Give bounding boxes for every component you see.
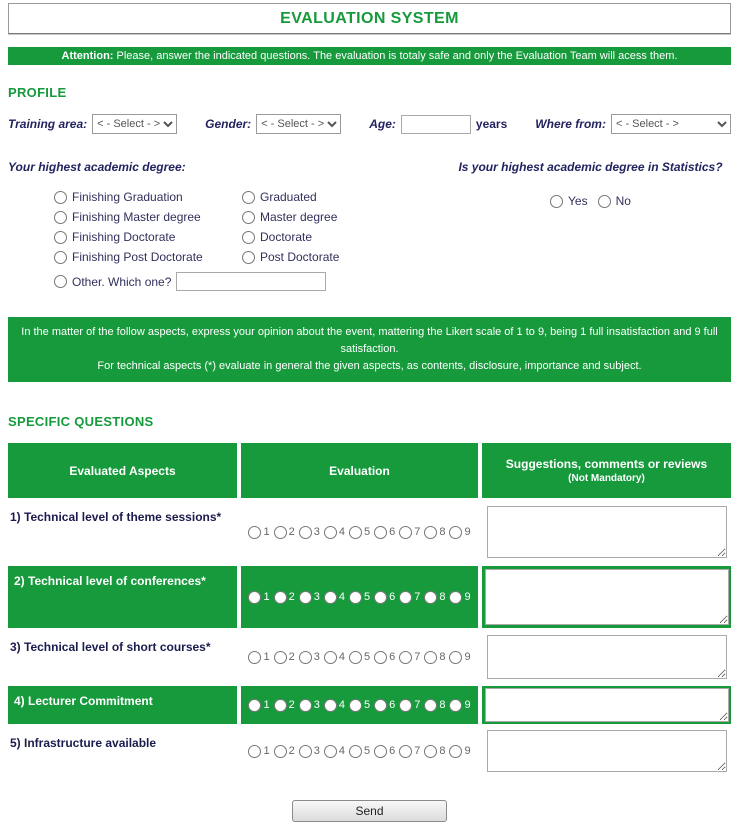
send-row [8, 800, 731, 822]
likert-number: 4 [338, 745, 345, 758]
likert-number: 8 [439, 526, 446, 539]
likert-radio-6[interactable] [374, 526, 387, 539]
gender-select[interactable] [256, 114, 341, 134]
likert-radio-7[interactable] [399, 651, 412, 664]
likert-option-6 [374, 699, 395, 712]
likert-radio-5[interactable] [349, 699, 362, 712]
likert-number: 7 [414, 591, 421, 604]
likert-radio-4[interactable] [324, 745, 337, 758]
likert-number: 8 [439, 651, 446, 664]
header-label: Evaluated Aspects [69, 463, 176, 478]
likert-radio-7[interactable] [399, 745, 412, 758]
likert-option-8 [424, 745, 445, 758]
question-label: 3) Technical level of short courses* [10, 640, 211, 655]
likert-option-1 [248, 591, 269, 604]
likert-radio-3[interactable] [299, 651, 312, 664]
likert-number: 7 [414, 526, 421, 539]
likert-number: 5 [363, 591, 371, 604]
degree-option-other [54, 272, 450, 291]
degree-other-radio[interactable] [54, 275, 67, 288]
likert-radio-1[interactable] [248, 591, 261, 604]
likert-number: 4 [338, 699, 345, 712]
degree-option-doctorate[interactable] [242, 230, 430, 244]
likert-radio-6[interactable] [374, 699, 387, 712]
likert-option-5 [349, 591, 370, 604]
question-1-label-cell [8, 502, 237, 562]
likert-radio-1[interactable] [248, 526, 261, 539]
statistics-question-block [450, 160, 731, 291]
likert-option-4 [324, 745, 345, 758]
likert-number: 6 [389, 745, 396, 758]
likert-option-3 [299, 651, 320, 664]
likert-option-6 [374, 651, 395, 664]
likert-number: 9 [464, 591, 471, 604]
likert-number: 2 [288, 591, 295, 604]
header-evaluation [241, 443, 478, 498]
yes-label: Yes [568, 194, 588, 208]
statistics-yes-radio[interactable] [550, 195, 563, 208]
where-from-label: Where from: [535, 117, 606, 131]
instructions-line1: In the matter of the follow aspects, express your opinion about the event, mattering the Likert scale of 1 to 9, being 1 full insatisfaction and 9 full satisfaction. [21, 326, 718, 356]
likert-option-2 [274, 745, 295, 758]
question-5-comment-cell [482, 728, 731, 774]
likert-number: 1 [263, 526, 270, 539]
degree-radio[interactable] [242, 251, 255, 264]
likert-option-3 [299, 745, 320, 758]
degree-option-graduated[interactable] [242, 190, 430, 204]
likert-radio-6[interactable] [374, 591, 387, 604]
degree-radio[interactable] [242, 211, 255, 224]
likert-number: 3 [313, 699, 320, 712]
likert-radio-7[interactable] [399, 591, 412, 604]
question-5-likert-scale [241, 728, 478, 774]
likert-option-1 [248, 651, 269, 664]
likert-number: 7 [414, 699, 421, 712]
question-2-comment-textarea[interactable] [485, 569, 729, 625]
degree-option-finishing-graduation[interactable] [54, 190, 242, 204]
likert-option-5 [349, 526, 370, 539]
question-3-label-cell [8, 632, 237, 682]
likert-number: 2 [288, 745, 295, 758]
likert-number: 8 [439, 699, 446, 712]
likert-option-2 [274, 526, 295, 539]
likert-radio-4[interactable] [324, 699, 337, 712]
likert-radio-3[interactable] [299, 526, 312, 539]
degree-question-label: Your highest academic degree: [8, 160, 186, 174]
likert-radio-2[interactable] [274, 699, 287, 712]
training-area-field [8, 114, 177, 134]
degree-radio[interactable] [54, 231, 67, 244]
likert-instructions-banner [8, 317, 731, 382]
likert-radio-3[interactable] [299, 745, 312, 758]
gender-label: Gender: [205, 117, 252, 131]
likert-number: 9 [464, 526, 471, 539]
likert-radio-6[interactable] [374, 745, 387, 758]
likert-radio-2[interactable] [274, 745, 287, 758]
statistics-yes-option[interactable] [550, 194, 588, 208]
likert-radio-9[interactable] [449, 526, 462, 539]
question-5-label-cell [8, 728, 237, 774]
question-4-likert-scale [241, 686, 478, 724]
question-5-comment-textarea[interactable] [487, 730, 727, 772]
likert-option-5 [349, 651, 370, 664]
likert-radio-1[interactable] [248, 651, 261, 664]
degree-option-label: Finishing Post Doctorate [72, 250, 203, 264]
header-suggestions [482, 443, 731, 498]
likert-option-7 [399, 651, 420, 664]
likert-radio-8[interactable] [424, 699, 437, 712]
degree-radio[interactable] [242, 191, 255, 204]
training-area-select[interactable] [92, 114, 177, 134]
degree-option-master[interactable] [242, 210, 430, 224]
questions-table [8, 443, 731, 774]
likert-number: 2 [288, 699, 295, 712]
likert-radio-6[interactable] [374, 651, 387, 664]
likert-number: 1 [263, 699, 270, 712]
likert-option-1 [248, 699, 269, 712]
likert-option-8 [424, 591, 445, 604]
question-2-likert-scale [241, 566, 478, 628]
likert-option-2 [274, 651, 295, 664]
question-1-comment-cell [482, 502, 731, 562]
profile-fields-row [8, 114, 731, 134]
header-evaluated-aspects [8, 443, 237, 498]
likert-radio-8[interactable] [424, 591, 437, 604]
likert-number: 8 [439, 591, 446, 604]
likert-radio-1[interactable] [248, 745, 261, 758]
title-box [8, 3, 731, 34]
age-unit-label: years [475, 117, 508, 131]
likert-number: 9 [464, 745, 471, 758]
likert-number: 1 [263, 745, 270, 758]
page-title: EVALUATION SYSTEM [280, 9, 459, 27]
likert-number: 5 [363, 651, 371, 664]
likert-number: 9 [464, 651, 471, 664]
likert-radio-7[interactable] [399, 526, 412, 539]
question-4-label-cell [8, 686, 237, 724]
likert-radio-4[interactable] [324, 526, 337, 539]
gender-field [205, 114, 341, 134]
send-button[interactable]: Send [292, 800, 447, 822]
statistics-yes-no [450, 194, 731, 208]
likert-option-7 [399, 526, 420, 539]
likert-number: 4 [338, 591, 345, 604]
degree-option-finishing-post-doctorate[interactable] [54, 250, 242, 264]
likert-option-4 [324, 651, 345, 664]
age-label: Age: [369, 117, 396, 131]
likert-option-2 [274, 699, 295, 712]
question-2-comment-cell [482, 566, 731, 628]
degree-option-label: Master degree [260, 210, 338, 224]
likert-option-9 [449, 745, 470, 758]
question-1-likert-scale [241, 502, 478, 562]
degree-other-label: Other. Which one? [72, 274, 172, 289]
statistics-question-label: Is your highest academic degree in Statistics? [458, 160, 723, 174]
likert-number: 9 [464, 699, 471, 712]
likert-option-9 [449, 651, 470, 664]
degree-radio[interactable] [54, 211, 67, 224]
likert-radio-3[interactable] [299, 591, 312, 604]
likert-option-4 [324, 699, 345, 712]
degree-option-label: Doctorate [260, 230, 313, 244]
question-label: 2) Technical level of conferences* [14, 574, 206, 589]
header-label: Evaluation [329, 463, 390, 478]
degree-option-post-doctorate[interactable] [242, 250, 430, 264]
likert-number: 6 [389, 526, 396, 539]
likert-option-4 [324, 526, 345, 539]
question-label: 1) Technical level of theme sessions* [10, 510, 222, 525]
likert-option-7 [399, 591, 420, 604]
likert-number: 6 [389, 591, 396, 604]
likert-option-8 [424, 699, 445, 712]
likert-radio-9[interactable] [449, 745, 462, 758]
statistics-no-option[interactable] [598, 194, 631, 208]
age-field [369, 115, 507, 134]
question-3-comment-cell [482, 632, 731, 682]
question-3-comment-textarea[interactable] [487, 635, 727, 679]
likert-radio-5[interactable] [349, 591, 362, 604]
likert-option-2 [274, 591, 295, 604]
likert-radio-8[interactable] [424, 745, 437, 758]
likert-number: 7 [414, 651, 421, 664]
instructions-line2: For technical aspects (*) evaluate in general the given aspects, as contents, disclosure, importance and subject. [97, 360, 642, 373]
statistics-no-radio[interactable] [598, 195, 611, 208]
degree-radio[interactable] [242, 231, 255, 244]
specific-questions-heading: SPECIFIC QUESTIONS [8, 414, 154, 430]
likert-option-1 [248, 745, 269, 758]
likert-radio-2[interactable] [274, 526, 287, 539]
where-from-select[interactable] [611, 114, 731, 134]
likert-number: 3 [313, 745, 320, 758]
likert-number: 6 [389, 651, 396, 664]
likert-number: 3 [313, 591, 320, 604]
likert-option-1 [248, 526, 269, 539]
likert-number: 8 [439, 745, 446, 758]
likert-number: 1 [263, 651, 270, 664]
attention-text: Please, answer the indicated questions. The evaluation is totaly safe and only the Evaluation Team will acess them. [113, 50, 678, 62]
degree-option-label: Finishing Doctorate [72, 230, 176, 244]
likert-option-9 [449, 526, 470, 539]
likert-radio-9[interactable] [449, 591, 462, 604]
likert-radio-8[interactable] [424, 651, 437, 664]
question-label: 4) Lecturer Commitment [14, 694, 153, 709]
degree-other-input[interactable] [176, 272, 326, 291]
likert-option-9 [449, 591, 470, 604]
degree-radio[interactable] [54, 191, 67, 204]
profile-heading: PROFILE [8, 85, 67, 100]
likert-number: 2 [288, 651, 295, 664]
likert-number: 6 [389, 699, 396, 712]
no-label: No [615, 194, 631, 208]
age-input[interactable] [401, 115, 471, 134]
likert-radio-2[interactable] [274, 591, 287, 604]
likert-number: 7 [414, 745, 421, 758]
degree-section [8, 160, 731, 291]
degree-left [8, 160, 450, 291]
where-from-field [535, 114, 731, 134]
degree-option-finishing-doctorate[interactable] [54, 230, 242, 244]
likert-number: 4 [338, 526, 345, 539]
question-label: 5) Infrastructure available [10, 736, 157, 751]
likert-option-6 [374, 591, 395, 604]
header-label: Suggestions, comments or reviews [505, 457, 708, 472]
likert-number: 5 [363, 699, 371, 712]
degree-options [54, 190, 450, 264]
likert-number: 3 [313, 526, 320, 539]
degree-option-label: Finishing Master degree [72, 210, 201, 224]
likert-radio-4[interactable] [324, 651, 337, 664]
likert-number: 1 [263, 591, 270, 604]
likert-option-5 [349, 745, 370, 758]
likert-option-3 [299, 526, 320, 539]
likert-option-9 [449, 699, 470, 712]
likert-radio-5[interactable] [349, 651, 362, 664]
attention-banner [8, 47, 731, 65]
likert-radio-9[interactable] [449, 699, 462, 712]
likert-option-4 [324, 591, 345, 604]
likert-number: 5 [363, 745, 371, 758]
likert-number: 2 [288, 526, 295, 539]
likert-radio-5[interactable] [349, 526, 362, 539]
degree-option-finishing-master[interactable] [54, 210, 242, 224]
likert-option-8 [424, 526, 445, 539]
training-area-label: Training area: [8, 117, 88, 131]
likert-option-7 [399, 745, 420, 758]
degree-radio[interactable] [54, 251, 67, 264]
likert-radio-3[interactable] [299, 699, 312, 712]
likert-number: 3 [313, 651, 320, 664]
question-3-likert-scale [241, 632, 478, 682]
likert-radio-7[interactable] [399, 699, 412, 712]
likert-option-6 [374, 526, 395, 539]
likert-radio-2[interactable] [274, 651, 287, 664]
attention-prefix: Attention: [61, 50, 114, 62]
likert-option-7 [399, 699, 420, 712]
likert-number: 5 [363, 526, 371, 539]
question-2-label-cell [8, 566, 237, 628]
question-1-comment-textarea[interactable] [487, 506, 727, 558]
likert-option-3 [299, 699, 320, 712]
likert-option-6 [374, 745, 395, 758]
degree-option-label: Post Doctorate [260, 250, 340, 264]
likert-radio-1[interactable] [248, 699, 261, 712]
likert-radio-8[interactable] [424, 526, 437, 539]
likert-radio-4[interactable] [324, 591, 337, 604]
likert-number: 4 [338, 651, 345, 664]
likert-radio-5[interactable] [349, 745, 362, 758]
likert-option-3 [299, 591, 320, 604]
degree-option-label: Graduated [260, 190, 317, 204]
header-sublabel: (Not Mandatory) [568, 473, 645, 485]
likert-option-8 [424, 651, 445, 664]
likert-radio-9[interactable] [449, 651, 462, 664]
question-4-comment-textarea[interactable] [485, 688, 729, 722]
question-4-comment-cell [482, 686, 731, 724]
likert-option-5 [349, 699, 370, 712]
degree-option-label: Finishing Graduation [72, 190, 183, 204]
